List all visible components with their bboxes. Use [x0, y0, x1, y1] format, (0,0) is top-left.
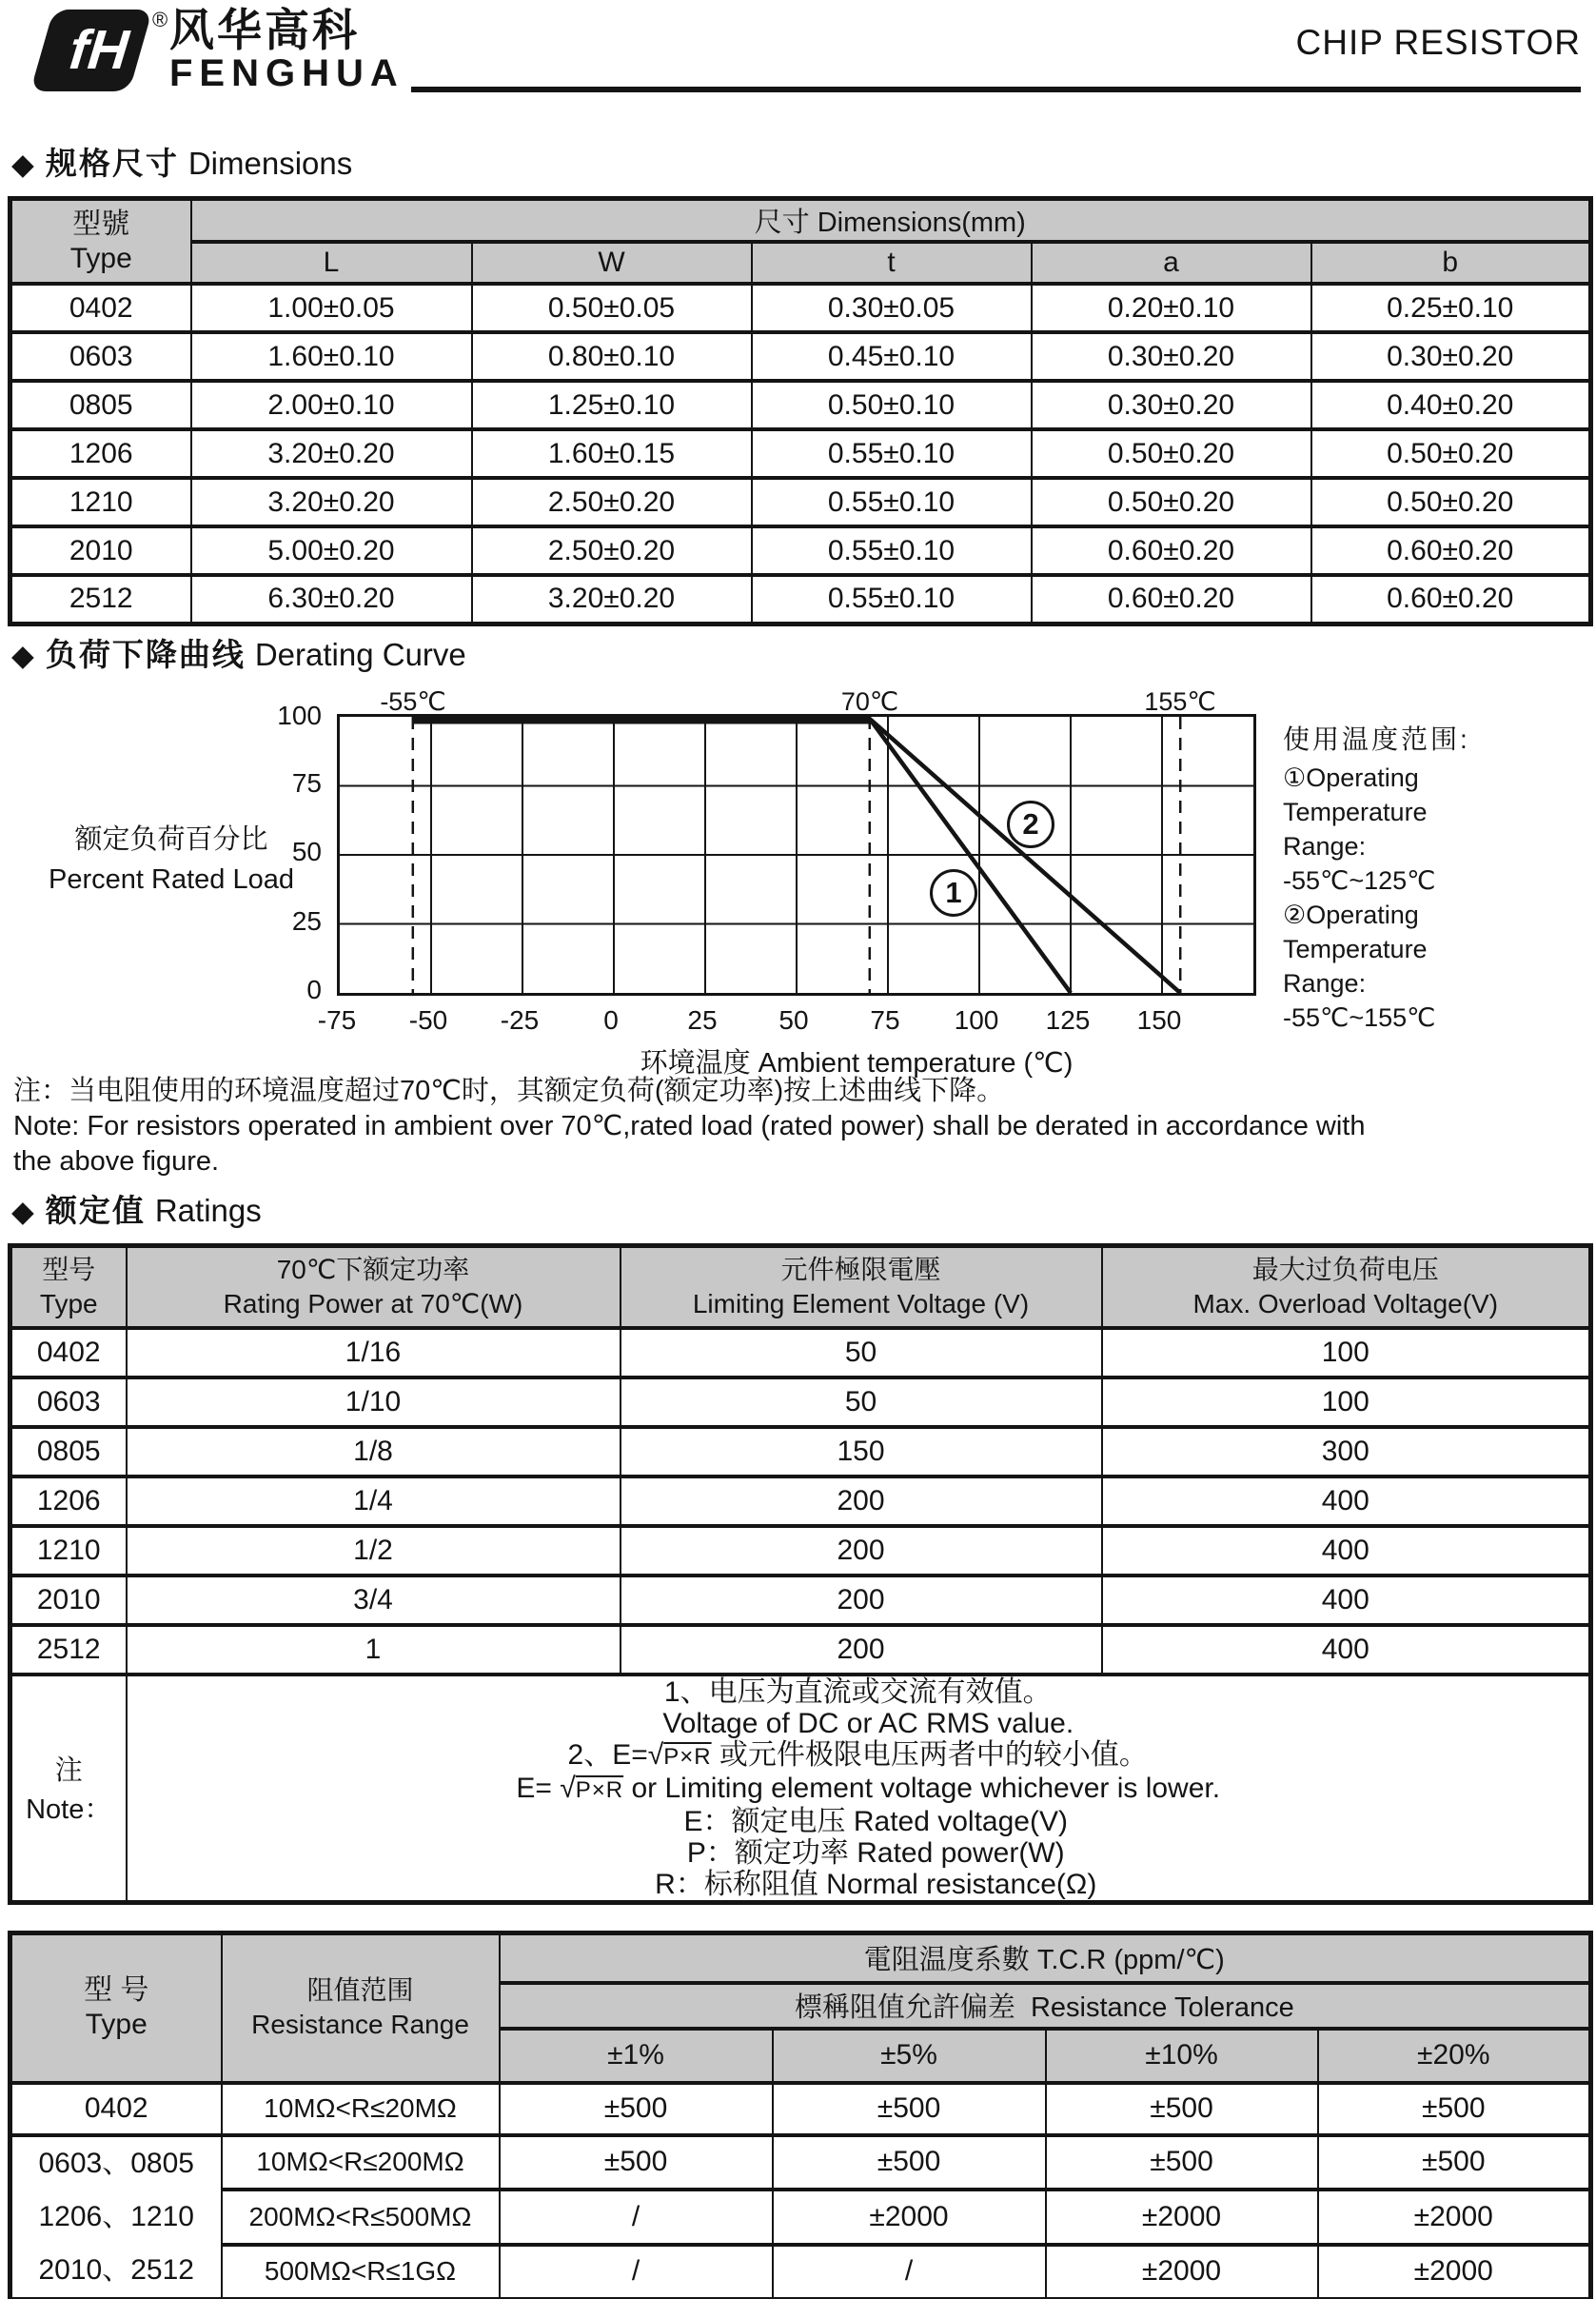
marker-minus55c: -55℃	[380, 687, 446, 716]
legend-item-1: ①Operating	[1283, 763, 1419, 792]
table-row: 1210 1/2 200 400	[10, 1526, 1591, 1576]
formula-line-en: E= √P×R or Limiting element voltage whichever is lower.	[516, 1772, 1221, 1804]
diamond-bullet-icon: ◆	[11, 639, 34, 672]
col-header-rating-power: 70℃下额定功率 Rating Power at 70℃(W)	[127, 1246, 621, 1328]
y-tick-50: 50	[291, 837, 322, 866]
curve1-label: 1	[930, 869, 977, 917]
registered-trademark-icon: ®	[152, 8, 168, 31]
col-group-dimensions-mm: 尺寸 Dimensions(mm)	[191, 199, 1591, 243]
derating-note	[13, 1074, 1365, 1179]
y-tick-100: 100	[277, 701, 322, 730]
dimensions-table	[8, 196, 1593, 626]
col-header-w: W	[472, 242, 752, 284]
section-title-ratings: ◆ 额定值 Ratings	[11, 1193, 262, 1228]
derating-note-en2: the above figure.	[13, 1146, 220, 1177]
tcr-group-header: 電阻温度系數 T.C.R (ppm/℃)	[500, 1933, 1591, 1983]
x-tick: 75	[870, 1005, 900, 1035]
table-row: 0402 1/16 50 100	[10, 1328, 1591, 1377]
y-tick-25: 25	[291, 906, 322, 936]
table-row: 0603 1.60±0.10 0.80±0.10 0.45±0.10 0.30±0.20 0.30±0.20	[10, 332, 1591, 381]
grouped-type-cell: 0603、0805 1206、1210 2010、2512	[10, 2135, 222, 2299]
col-header-a: a	[1032, 242, 1311, 284]
table-row: 1206 1/4 200 400	[10, 1477, 1591, 1526]
legend-title: 使用温度范围:	[1283, 724, 1470, 754]
ratings-note-row	[10, 1675, 1591, 1903]
diamond-bullet-icon: ◆	[11, 1195, 34, 1228]
col-header-tol-10pct: ±10%	[1046, 2029, 1318, 2083]
x-tick: 125	[1045, 1005, 1091, 1035]
sqrt-symbol: √	[560, 1772, 576, 1804]
col-header-type: 型 号 Type	[10, 1933, 222, 2083]
x-tick: 0	[603, 1005, 619, 1035]
col-header-type: 型號 Type	[10, 199, 191, 285]
table-row: 2010 3/4 200 400	[10, 1576, 1591, 1625]
table-row: 0805 1/8 150 300	[10, 1427, 1591, 1477]
section-title-derating: ◆ 负荷下降曲线 Derating Curve	[11, 637, 466, 672]
x-tick: -25	[500, 1005, 540, 1035]
table-row: 0603 1/10 50 100	[10, 1377, 1591, 1427]
y-axis-title: 额定负荷百分比 Percent Rated Load	[49, 824, 294, 895]
col-header-resistance-range: 阻值范围 Resistance Range	[222, 1933, 500, 2083]
table-row: 0402 10MΩ<R≤20MΩ ±500 ±500 ±500 ±500	[10, 2083, 1591, 2135]
derating-note-en1: Note: For resistors operated in ambient over 70℃,rated load (rated power) shall be derated in accordance with	[13, 1111, 1366, 1141]
x-tick: -75	[317, 1005, 357, 1035]
brand-text	[169, 5, 404, 94]
table-row: 0603、0805 1206、1210 2010、2512 10MΩ<R≤200MΩ ±500 ±500 ±500 ±500	[10, 2135, 1591, 2190]
x-tick: -50	[408, 1005, 448, 1035]
y-tick-0: 0	[306, 975, 322, 1004]
section-title-dimensions: ◆ 规格尺寸 Dimensions	[11, 146, 353, 181]
col-header-l: L	[191, 242, 472, 284]
chart-legend: 使用温度范围: ①Operating Temperature Range: -55℃~125℃ ②Operating Temperature Range: -55℃~155℃	[1283, 723, 1521, 1035]
tcr-table	[8, 1931, 1593, 2299]
col-header-type: 型号 Type	[10, 1246, 127, 1328]
ratings-note-body: 1、电压为直流或交流有效值。 Voltage of DC or AC RMS value. 2、E=√P×R 或元件极限电压两者中的较小值。 E= √P×R or Limiting element voltage whichever is lower. E：额定电压 Rated voltage(V) P：额定功率 Rated power(W) R：标称阻值 Normal resistance(Ω)	[127, 1675, 1591, 1903]
table-row: 0402 1.00±0.05 0.50±0.05 0.30±0.05 0.20±0.10 0.25±0.10	[10, 284, 1591, 332]
col-header-limiting-voltage: 元件極限電壓 Limiting Element Voltage (V)	[621, 1246, 1102, 1328]
col-header-tol-20pct: ±20%	[1318, 2029, 1591, 2083]
brand-name-en: FENGHUA	[169, 52, 404, 94]
table-row: 2512 1 200 400	[10, 1625, 1591, 1675]
x-tick: 100	[954, 1005, 999, 1035]
ratings-table	[8, 1243, 1593, 1905]
x-axis-title: 环境温度 Ambient temperature (℃)	[640, 1048, 1074, 1079]
plot-area	[337, 687, 1256, 996]
col-header-max-overload: 最大过负荷电压 Max. Overload Voltage(V)	[1102, 1246, 1591, 1328]
table-row: 200MΩ<R≤500MΩ / ±2000 ±2000 ±2000	[10, 2190, 1591, 2245]
col-header-t: t	[752, 242, 1032, 284]
fenghua-logo	[29, 5, 404, 94]
tolerance-group-header: 標稱阻值允許偏差 Resistance Tolerance	[500, 1983, 1591, 2029]
col-header-b: b	[1311, 242, 1591, 284]
x-tick: 25	[687, 1005, 718, 1035]
marker-155c: 155℃	[1144, 687, 1216, 716]
sqrt-symbol: √	[647, 1738, 664, 1771]
table-row: 1206 3.20±0.20 1.60±0.15 0.55±0.10 0.50±0.20 0.50±0.20	[10, 429, 1591, 478]
table-row: 1210 3.20±0.20 2.50±0.20 0.55±0.10 0.50±0.20 0.50±0.20	[10, 478, 1591, 526]
curve2-label: 2	[1007, 801, 1054, 848]
legend-item-2: ②Operating	[1283, 901, 1419, 929]
table-row: 2010 5.00±0.20 2.50±0.20 0.55±0.10 0.60±0.20 0.60±0.20	[10, 526, 1591, 575]
x-tick: 150	[1136, 1005, 1182, 1035]
page-title: CHIP RESISTOR	[1295, 23, 1581, 62]
header-divider	[411, 87, 1581, 92]
plot-grid-and-curves	[340, 717, 1253, 993]
fenghua-logo-mark	[29, 8, 168, 93]
table-row: 0805 2.00±0.10 1.25±0.10 0.50±0.10 0.30±0.20 0.40±0.20	[10, 381, 1591, 429]
note-label-cell: 注 Note：	[10, 1675, 127, 1903]
col-header-tol-5pct: ±5%	[773, 2029, 1046, 2083]
table-row: 500MΩ<R≤1GΩ / / ±2000 ±2000	[10, 2245, 1591, 2299]
marker-70c: 70℃	[840, 687, 899, 716]
y-tick-75: 75	[291, 768, 322, 798]
brand-name-zh: 风华高科	[169, 5, 360, 55]
diamond-bullet-icon: ◆	[11, 148, 34, 181]
col-header-tol-1pct: ±1%	[500, 2029, 773, 2083]
derating-curve-chart	[0, 681, 1596, 1090]
logo-monogram: fH	[67, 19, 132, 81]
derating-note-zh: 注：当电阻使用的环境温度超过70℃时，其额定负荷(额定功率)按上述曲线下降。	[13, 1076, 1005, 1106]
x-tick: 50	[778, 1005, 809, 1035]
table-row: 2512 6.30±0.20 3.20±0.20 0.55±0.10 0.60±0.20 0.60±0.20	[10, 575, 1591, 624]
formula-line-zh: 2、E=√P×R 或元件极限电压两者中的较小值。	[567, 1738, 1148, 1771]
